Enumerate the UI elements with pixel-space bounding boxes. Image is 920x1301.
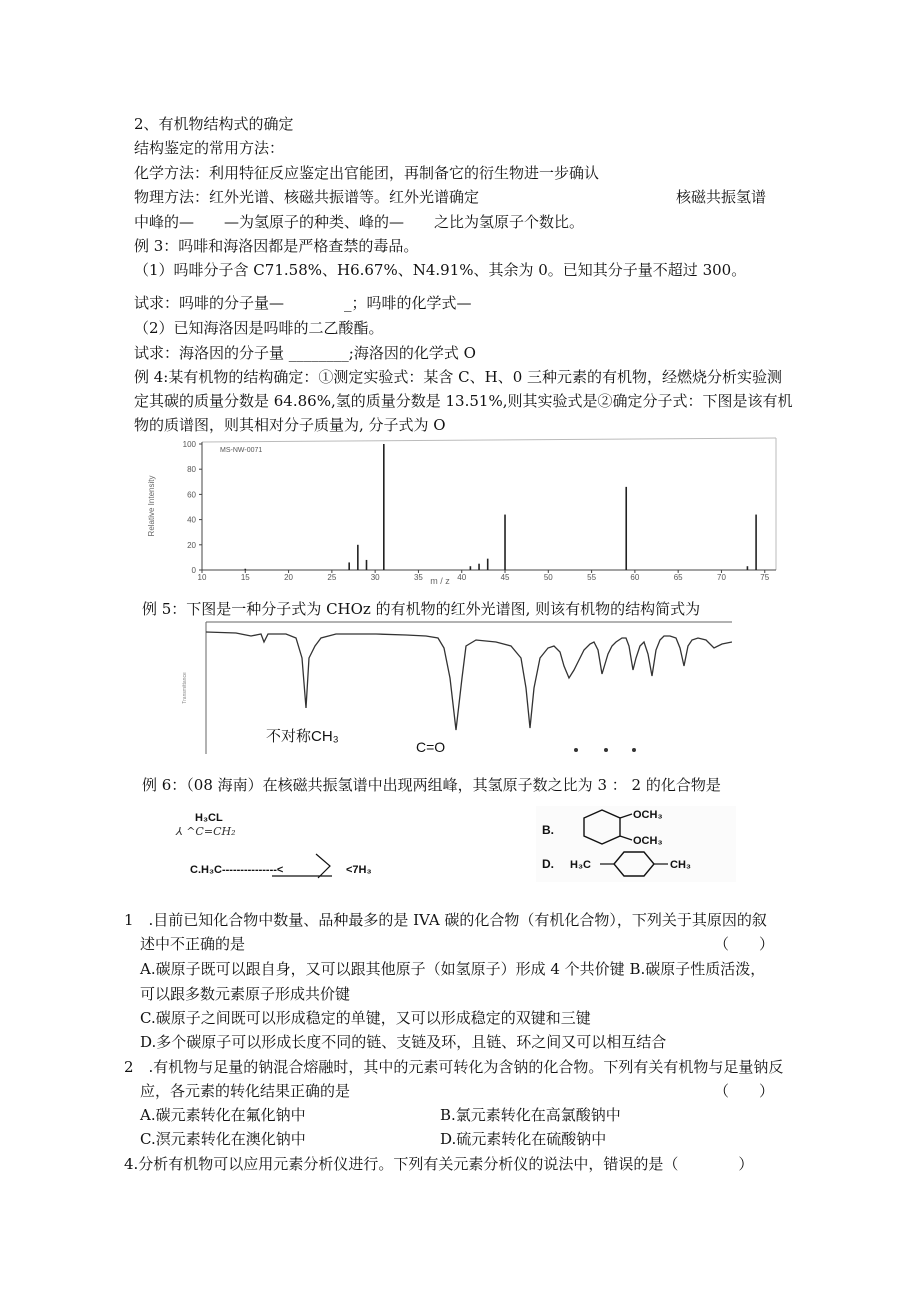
text-line: 物理方法：红外光谱、核磁共振谱等。红外光谱确定: [134, 188, 480, 206]
text-line: 结构鉴定的常用方法：: [134, 139, 285, 157]
text-line: 试求：海洛因的分子量 ________;海洛因的化学式 O: [134, 344, 476, 362]
ms-ytick-label: 100: [182, 440, 196, 449]
ms-ytick-label: 0: [191, 566, 196, 575]
example-6-title: 例 6：（08 海南）在核磁共振氢谱中出现两组峰，其氢原子数之比为 3 ： 2 的化合物是: [142, 776, 721, 794]
text-line: （2）已知海洛因是吗啡的二乙酸酯。: [134, 319, 384, 337]
option-b-d-structures: [536, 806, 736, 882]
text-line: 物的质谱图，则其相对分子质量为, 分子式为 O: [134, 416, 446, 434]
och3-group: OCH₃: [633, 809, 663, 821]
text-line: （1）吗啡分子含 C71.58%、H6.67%、N4.91%、其余为 0。已知其分子量不超过 300。: [134, 261, 747, 279]
option-b-label: B.: [542, 823, 554, 837]
ir-spectrum-chart: [176, 618, 732, 756]
question-2-option-b: B.氯元素转化在高氯酸钠中: [440, 1106, 621, 1124]
ms-xtick-label: 60: [630, 573, 640, 582]
ir-trace: [206, 632, 732, 730]
question-2-stem: 2 .有机物与足量的钠混合熔融时，其中的元素可转化为含钠的化合物。下列有关有机物与足量钠反: [124, 1058, 784, 1076]
question-2-stem: 应，各元素的转化结果正确的是: [140, 1082, 351, 1100]
question-2-answer-paren: （ ）: [714, 1082, 775, 1100]
ir-label-co: C=O: [416, 739, 446, 755]
ms-xtick-label: 40: [457, 573, 467, 582]
option-c-label-2: <7H₃: [346, 864, 372, 876]
ms-title: MS-NW-0071: [220, 447, 263, 454]
text-line: 定其碳的质量分数是 64.86%,氢的质量分数是 13.51%,则其实验式是②确定分子式：下图是该有机: [134, 392, 793, 410]
option-a-label: H₃CL: [195, 812, 223, 824]
option-c-ring: [272, 850, 342, 880]
text-line: 化学方法：利用特征反应鉴定出官能团，再制备它的衍生物进一步确认: [134, 164, 600, 182]
question-1-option-b: 可以跟多数元素原子形成共价键: [140, 985, 351, 1003]
h3c-group: H₃C: [570, 859, 591, 871]
ir-ylabel: Transmittance: [182, 672, 188, 704]
ms-xtick-label: 50: [543, 573, 553, 582]
ms-ytick-label: 20: [187, 540, 196, 550]
question-1-stem: 1 .目前已知化合物中数量、品种最多的是 IVA 碳的化合物（有机化合物），下列关于其原因的叙: [124, 911, 767, 929]
ms-xtick-label: 65: [673, 573, 683, 582]
example-4-title: 例 4:某有机物的结构确定：①测定实验式：某含 C、H、0 三种元素的有机物，经燃烧分析实验测: [134, 368, 783, 386]
question-1-option-c: C.碳原子之间既可以形成稳定的单键，又可以形成稳定的双键和三键: [140, 1009, 591, 1027]
option-c-label: C.H₃C---------------<: [190, 864, 284, 876]
ir-label-ch3: 不对称CH₃: [266, 728, 339, 745]
question-4-stem: 4.分析有机物可以应用元素分析仪进行。下列有关元素分析仪的说法中，错误的是（ ）: [124, 1155, 754, 1173]
mass-spectrum-chart: [140, 434, 780, 584]
ms-ytick-label: 80: [187, 465, 196, 475]
example-3-title: 例 3：吗啡和海洛因都是严格查禁的毒品。: [134, 237, 419, 255]
ch3-group: CH₃: [670, 859, 691, 871]
ms-xtick-label: 30: [370, 573, 380, 582]
ms-ytick-label: 40: [187, 515, 196, 525]
och3-group: OCH₃: [633, 835, 663, 847]
question-1-stem: 述中不正确的是: [140, 935, 246, 953]
text-line: 试求：吗啡的分子量— _；吗啡的化学式—: [134, 294, 472, 312]
section-title: 2、有机物结构式的确定: [134, 115, 294, 133]
ms-ytick-label: 60: [187, 490, 196, 500]
ms-xtick-label: 70: [717, 573, 726, 582]
question-2-option-c: C.溟元素转化在澳化钠中: [140, 1130, 306, 1148]
ir-marker-dot: [632, 748, 636, 752]
ms-xtick-label: 25: [327, 573, 337, 582]
ms-xtick-label: 45: [500, 573, 510, 582]
ms-xlabel: m / z: [430, 576, 450, 584]
question-1-option-d: D.多个碳原子可以形成长度不同的链、支链及环，且链、环之间又可以相互结合: [140, 1033, 667, 1051]
ms-xtick-label: 55: [587, 573, 597, 582]
question-2-option-a: A.碳元素转化在氟化钠中: [140, 1106, 306, 1124]
ms-xtick-label: 35: [413, 573, 423, 582]
option-d-label: D.: [542, 857, 554, 871]
ms-xtick-label: 15: [240, 573, 250, 582]
option-a-structure: ⅄ ^C=CH₂: [176, 825, 236, 838]
question-2-option-d: D.硫元素转化在硫酸钠中: [440, 1130, 607, 1148]
question-1-option-a: A.碳原子既可以跟自身，又可以跟其他原子（如氢原子）形成 4 个共价键 B.碳原子性质活泼，: [140, 960, 766, 978]
ms-xtick-label: 10: [197, 573, 207, 582]
text-line: 核磁共振氢谱: [676, 188, 767, 206]
ms-xtick-label: 20: [284, 573, 294, 582]
example-5-title: 例 5：下图是一种分子式为 CHOz 的有机物的红外光谱图, 则该有机物的结构简式为: [142, 600, 701, 618]
ms-xtick-label: 75: [760, 573, 770, 582]
ir-marker-dot: [574, 748, 578, 752]
ir-marker-dot: [604, 748, 608, 752]
ms-ylabel: Relative Intensity: [147, 475, 156, 537]
question-1-answer-paren: （ ）: [714, 935, 775, 953]
text-line: 中峰的— —为氢原子的种类、峰的— 之比为氢原子个数比。: [134, 213, 585, 231]
